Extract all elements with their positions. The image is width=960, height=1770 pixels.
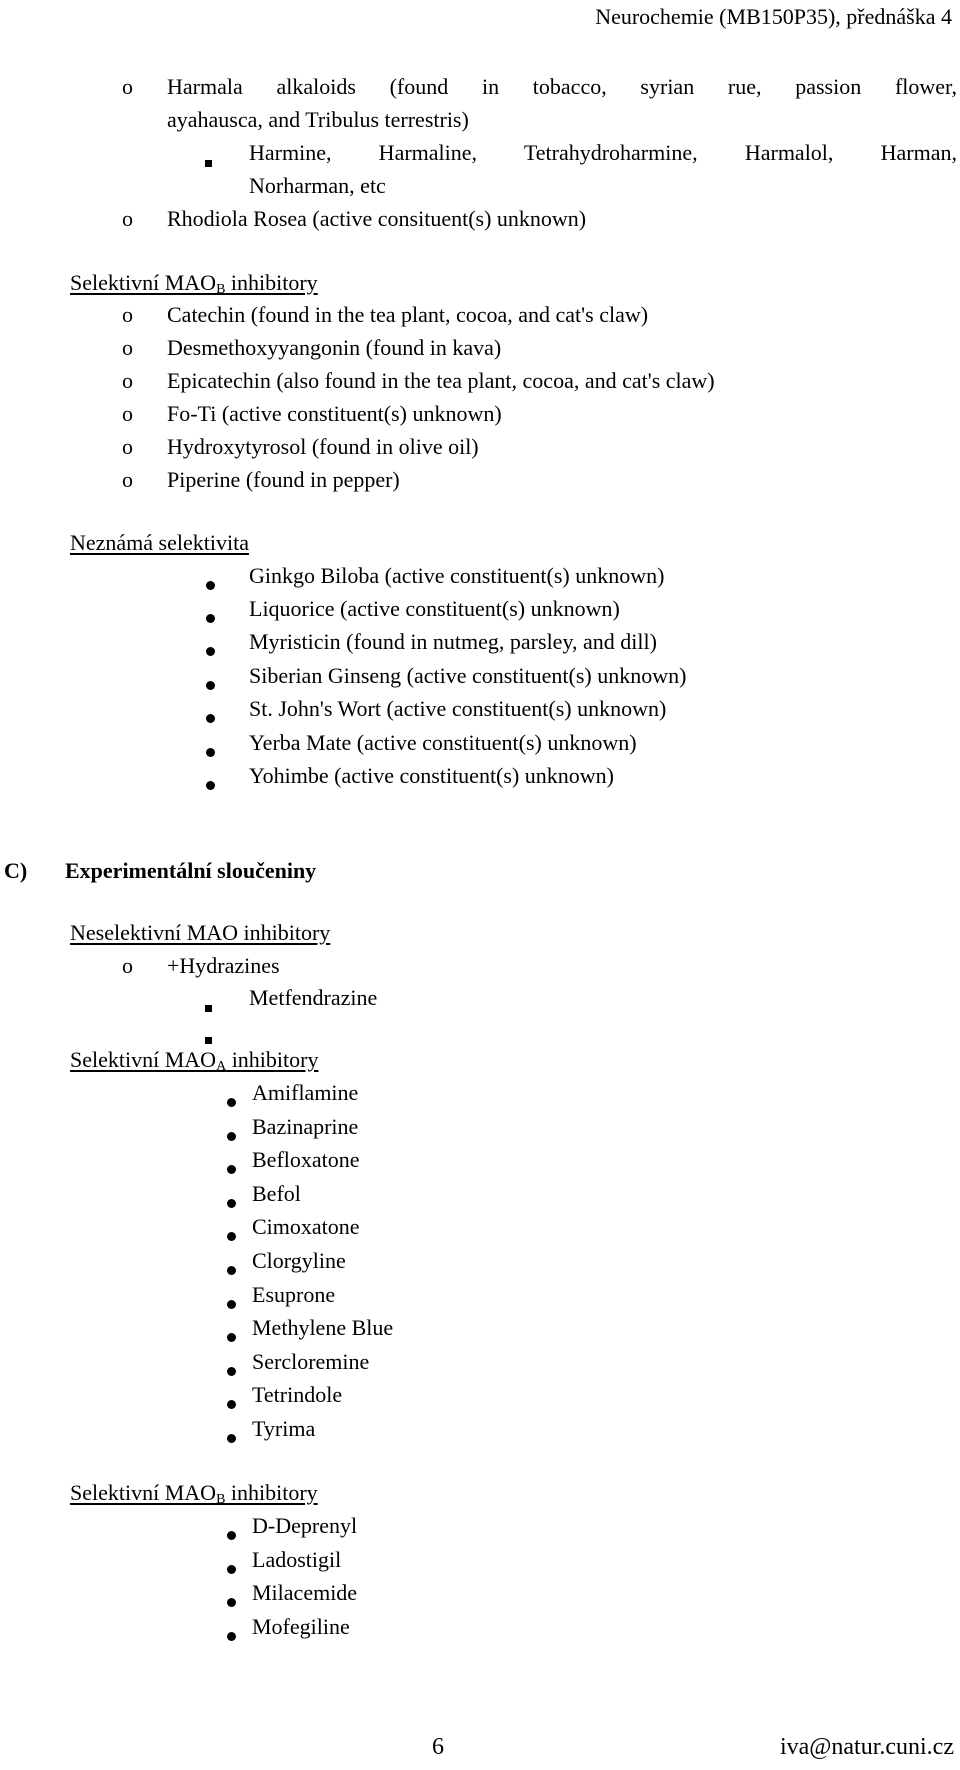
rhodiola-item: Rhodiola Rosea (active consituent(s) unknown): [167, 206, 587, 231]
bullet-dot-icon: [227, 1223, 236, 1245]
square-bullet-icon: [205, 1026, 212, 1048]
list-item: Hydroxytyrosol (found in olive oil): [167, 434, 479, 459]
bullet-dot-icon: [227, 1425, 236, 1447]
bullet-dot-icon: [227, 1589, 236, 1611]
bullet-dot-icon: [227, 1623, 236, 1645]
section-heading-nonselective: Neselektivní MAO inhibitory: [70, 920, 331, 945]
list-item: +Hydrazines: [167, 953, 280, 978]
list-item: Desmethoxyyangonin (found in kava): [167, 335, 502, 360]
bullet-dot-icon: [227, 1556, 236, 1578]
list-item: Tyrima: [252, 1416, 316, 1441]
bullet-dot-icon: [206, 638, 215, 660]
list-item: Methylene Blue: [252, 1315, 394, 1340]
list-item: Piperine (found in pepper): [167, 467, 400, 492]
bullet-dot-icon: [206, 772, 215, 794]
bullet-dot-icon: [227, 1190, 236, 1212]
bullet-dot-icon: [227, 1089, 236, 1111]
list-item: Mofegiline: [252, 1614, 350, 1639]
list-marker-o: o: [122, 434, 133, 459]
list-item: Sercloremine: [252, 1349, 370, 1374]
section-c-label: C): [4, 858, 28, 883]
list-item: Ginkgo Biloba (active constituent(s) unknown): [249, 563, 665, 588]
list-item: Tetrindole: [252, 1382, 343, 1407]
list-item: Catechin (found in the tea plant, cocoa, and cat's claw): [167, 302, 649, 327]
list-item: Epicatechin (also found in the tea plant, cocoa, and cat's claw): [167, 368, 715, 393]
list-marker-o: o: [122, 302, 133, 327]
bullet-dot-icon: [227, 1156, 236, 1178]
running-header: Neurochemie (MB150P35), přednáška 4: [595, 4, 952, 29]
list-item: Milacemide: [252, 1580, 358, 1605]
list-item: Fo-Ti (active constituent(s) unknown): [167, 401, 502, 426]
section-c-title: Experimentální sloučeniny: [65, 858, 317, 883]
list-item: Liquorice (active constituent(s) unknown): [249, 596, 620, 621]
list-item: D-Deprenyl: [252, 1513, 358, 1538]
list-item: Yohimbe (active constituent(s) unknown): [249, 763, 614, 788]
section-heading-maob-experimental: Selektivní $MAO_B$ inhibitory: [70, 1480, 318, 1507]
list-item: St. John's Wort (active constituent(s) unknown): [249, 696, 667, 721]
harmala-sub-line-1: Harmine, Harmaline, Tetrahydroharmine, Harmalol, Harman,: [249, 140, 957, 165]
page-number: 6: [432, 1734, 444, 1760]
bullet-dot-icon: [206, 672, 215, 694]
list-marker-o: o: [122, 401, 133, 426]
list-item: Ladostigil: [252, 1547, 342, 1572]
list-item: Siberian Ginseng (active constituent(s) unknown): [249, 663, 687, 688]
bullet-dot-icon: [206, 705, 215, 727]
list-item: Myristicin (found in nutmeg, parsley, and dill): [249, 629, 657, 654]
list-item: Yerba Mate (active constituent(s) unknown): [249, 730, 637, 755]
bullet-dot-icon: [227, 1123, 236, 1145]
list-item: Bazinaprine: [252, 1114, 359, 1139]
list-item: Clorgyline: [252, 1248, 346, 1273]
harmala-line-2: ayahausca, and Tribulus terrestris): [167, 107, 469, 132]
harmala-line-1: Harmala alkaloids (found in tobacco, syrian rue, passion flower,: [167, 74, 957, 99]
list-item: Befol: [252, 1181, 301, 1206]
section-heading-maob-natural: Selektivní $MAO_B$ inhibitory: [70, 270, 318, 297]
harmala-sub-line-2: Norharman, etc: [249, 173, 386, 198]
bullet-dot-icon: [206, 605, 215, 627]
list-marker-o: o: [122, 467, 133, 492]
list-item: Amiflamine: [252, 1080, 359, 1105]
list-item: Metfendrazine: [249, 985, 378, 1010]
list-marker-o: o: [122, 953, 133, 978]
bullet-dot-icon: [227, 1522, 236, 1544]
bullet-dot-icon: [227, 1391, 236, 1413]
list-marker-o: o: [122, 206, 133, 231]
bullet-dot-icon: [206, 739, 215, 761]
bullet-dot-icon: [227, 1291, 236, 1313]
square-bullet-icon: [205, 994, 212, 1016]
bullet-dot-icon: [206, 572, 215, 594]
bullet-dot-icon: [227, 1257, 236, 1279]
footer-email: iva@natur.cuni.cz: [779, 1734, 954, 1760]
bullet-dot-icon: [227, 1358, 236, 1380]
list-item: Cimoxatone: [252, 1214, 360, 1239]
list-item: Esuprone: [252, 1282, 336, 1307]
list-marker-o: o: [122, 335, 133, 360]
section-heading-maoa-experimental: Selektivní $MAO_A$ inhibitory: [70, 1047, 319, 1074]
list-item: Befloxatone: [252, 1147, 360, 1172]
bullet-dot-icon: [227, 1324, 236, 1346]
list-marker-o: o: [122, 74, 133, 99]
square-bullet-icon: [205, 149, 212, 171]
list-marker-o: o: [122, 368, 133, 393]
section-heading-unknown-selectivity: Neznámá selektivita: [70, 530, 249, 555]
